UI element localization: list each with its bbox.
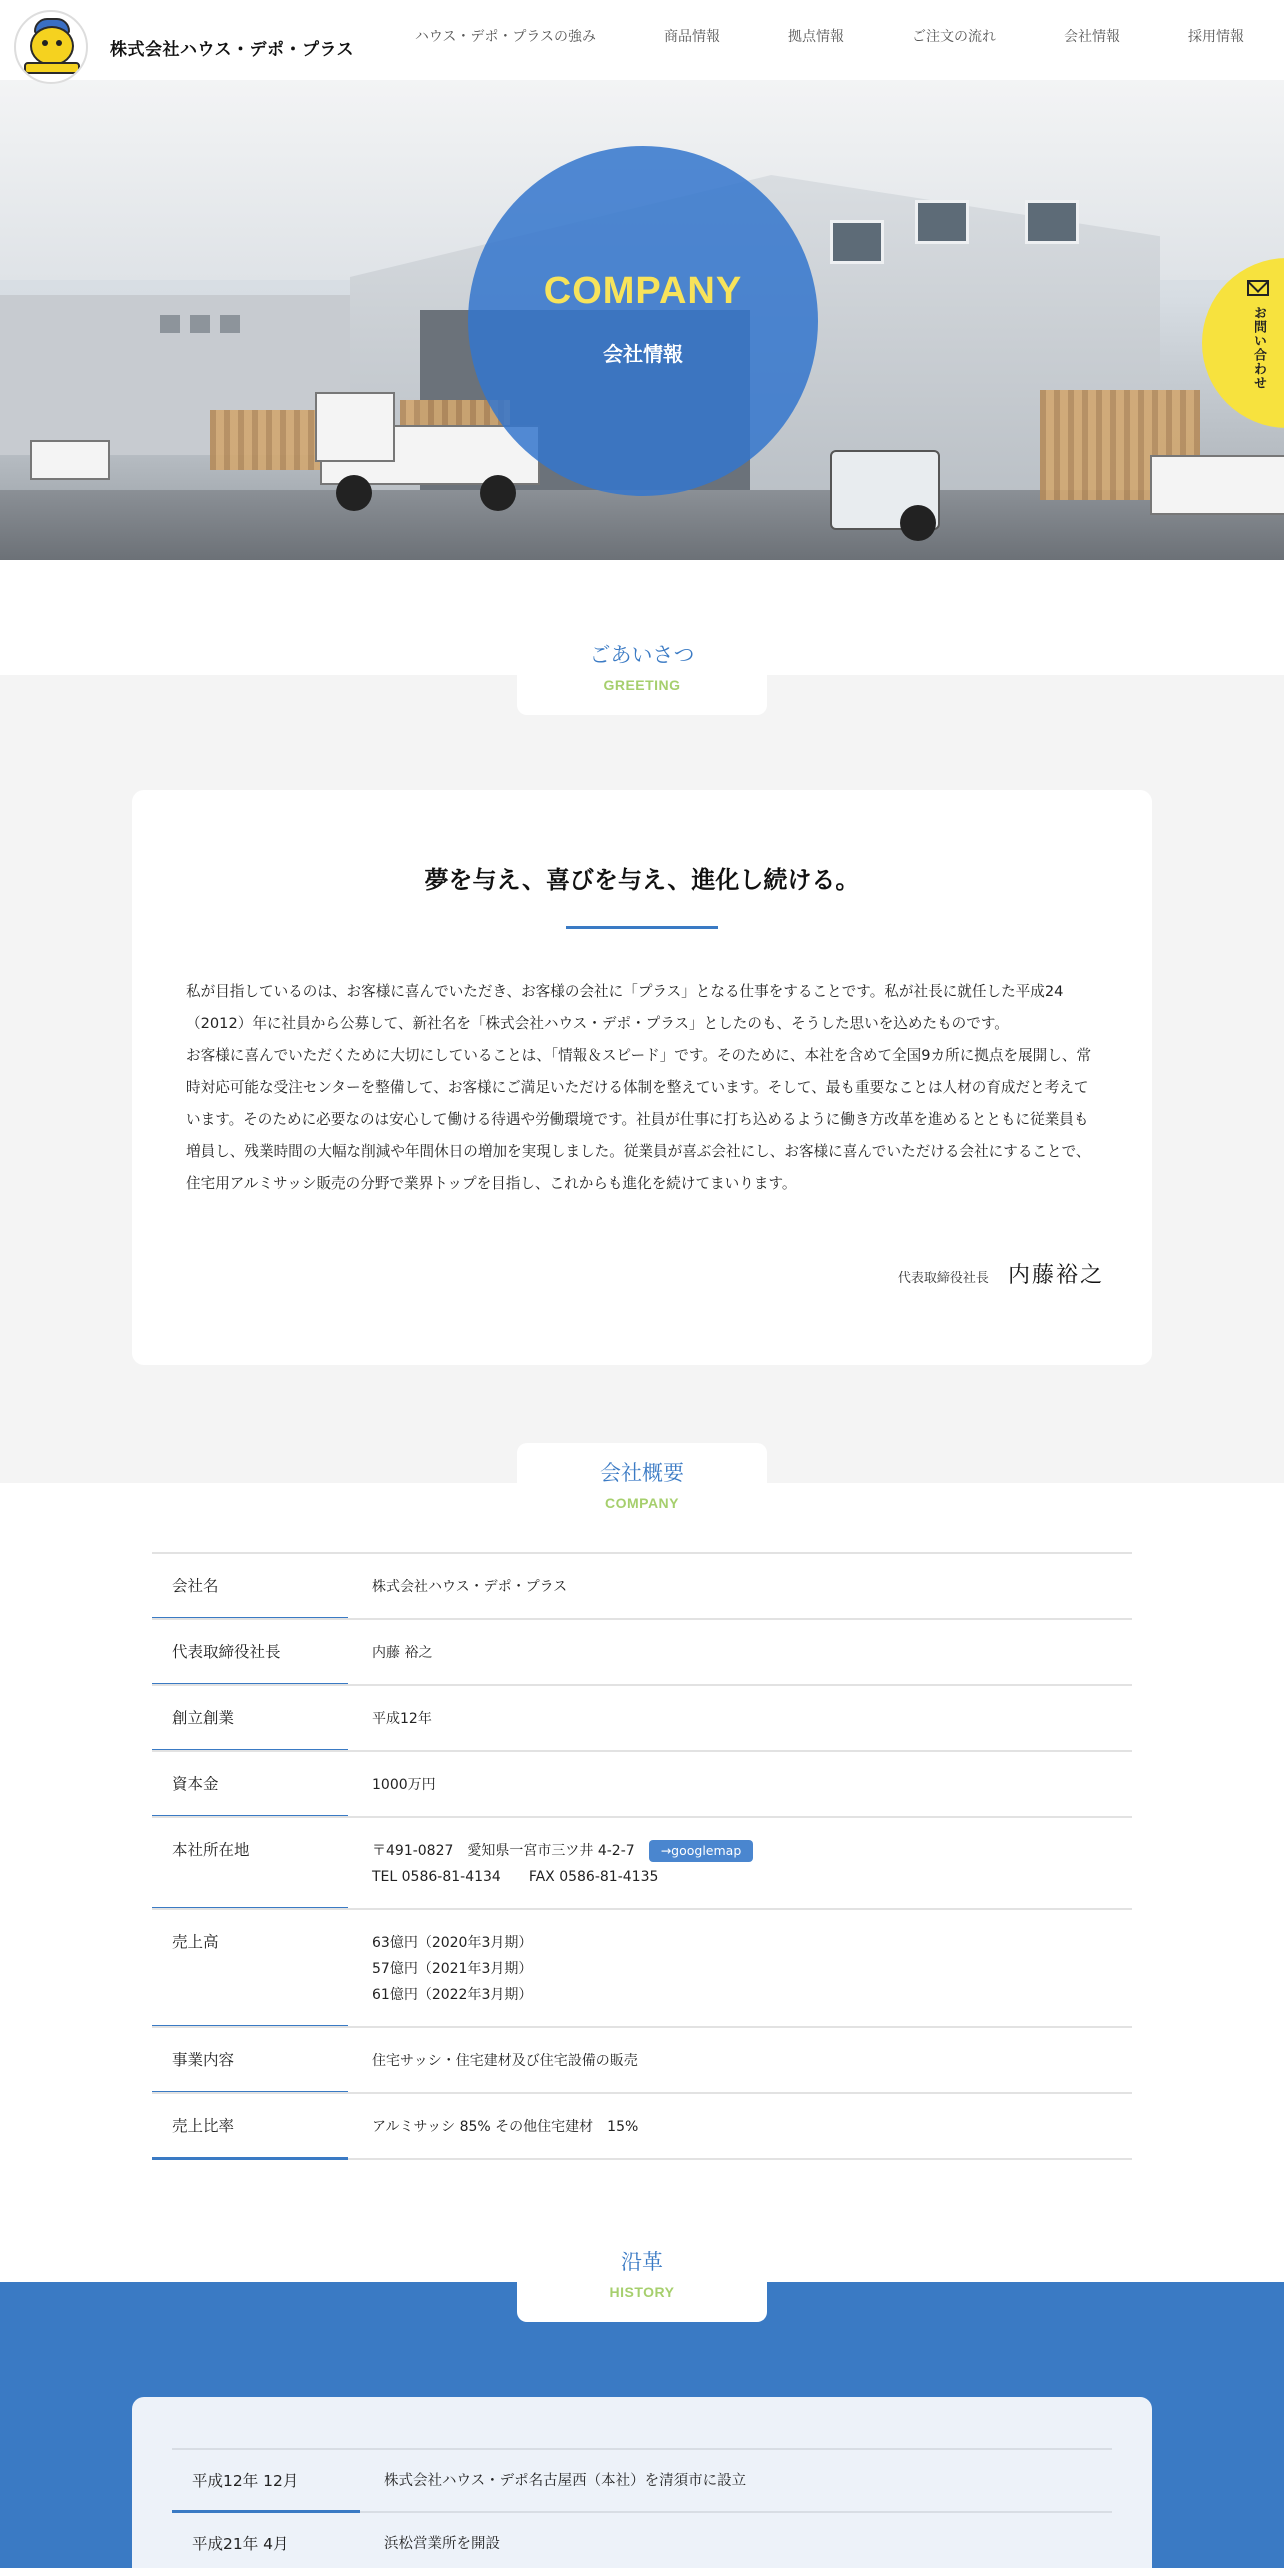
address-text: 〒491-0827 愛知県一宮市三ツ井 4-2-7	[372, 1843, 635, 1859]
row-value	[348, 1818, 1132, 1908]
mascot-logo-icon	[14, 10, 88, 84]
hero-subtitle: 会社情報	[603, 342, 683, 366]
row-value	[348, 1554, 1132, 1618]
signer-name: 内藤裕之	[1007, 1263, 1104, 1288]
table-row	[152, 1816, 1132, 1908]
greeting-headline: 夢を与え、喜びを与え、進化し続ける。	[424, 866, 860, 894]
history-table	[172, 2448, 1112, 2568]
value-line: TEL 0586-81-4134 FAX 0586-81-4135	[372, 1869, 659, 1885]
table-row	[152, 1908, 1132, 2026]
nav-item-strengths[interactable]: ハウス・デポ・プラスの強み	[414, 28, 596, 44]
greeting-title-jp: ごあいさつ	[589, 643, 695, 667]
row-label: 本社所在地	[152, 1818, 348, 1910]
table-row	[152, 1552, 1132, 1618]
signer-role: 代表取締役社長	[897, 1271, 989, 1286]
company-title-en: COMPANY	[604, 1495, 680, 1511]
value-line: 株式会社ハウス・デポ・プラス	[372, 1579, 568, 1595]
table-row	[172, 2511, 1112, 2568]
nav-item-recruit[interactable]: 採用情報	[1188, 28, 1244, 44]
table-row	[152, 1750, 1132, 1816]
hero-banner	[0, 80, 1284, 560]
row-value	[348, 1620, 1132, 1684]
nav-item-products[interactable]: 商品情報	[664, 28, 720, 44]
hero-photo-ground	[0, 490, 1284, 560]
logo[interactable]	[14, 10, 354, 84]
table-row	[152, 2092, 1132, 2160]
history-title-en: HISTORY	[609, 2284, 675, 2300]
row-label: 資本金	[152, 1752, 348, 1818]
company-heading	[517, 1443, 767, 1533]
value-line: 平成12年	[372, 1711, 432, 1727]
row-label: 売上高	[152, 1910, 348, 2028]
history-event: 株式会社ハウス・デポ名古屋西（本社）を清須市に設立	[384, 2473, 747, 2489]
row-value	[348, 2094, 1132, 2158]
row-value	[348, 1686, 1132, 1750]
value-line: 57億円（2021年3月期）	[372, 1961, 533, 1977]
row-value	[348, 1752, 1132, 1816]
row-label: 会社名	[152, 1554, 348, 1620]
value-line: 1000万円	[372, 1777, 436, 1793]
company-title-jp: 会社概要	[600, 1461, 684, 1485]
greeting-paragraph: 私が目指しているのは、お客様に喜んでいただき、お客様の会社に「プラス」となる仕事をすることです。私が社長に就任した平成24（2012）年に社員から公募して、新社名を「株式会社ハウス・デポ・プラス」としたのも、そうした思いを込めたものです。	[186, 983, 1064, 1032]
row-label: 売上比率	[152, 2094, 348, 2160]
table-row	[172, 2448, 1112, 2511]
company-name: 株式会社ハウス・デポ・プラス	[110, 39, 354, 60]
hero-title: COMPANY	[543, 270, 743, 312]
history-title-jp: 沿革	[621, 2250, 663, 2274]
row-value	[348, 1910, 1132, 2026]
contact-label: お問い合わせ	[1251, 306, 1266, 390]
value-line: 住宅サッシ・住宅建材及び住宅設備の販売	[372, 2053, 638, 2069]
table-row	[152, 2026, 1132, 2092]
greeting-paragraph: お客様に喜んでいただくために大切にしていることは、「情報＆スピード」です。そのために、本社を含めて全国9カ所に拠点を展開し、常時対応可能な受注センターを整備して、お客様にご満足いただける体制を整えています。そして、最も重要なことは人材の育成だと考えています。そのために必要なのは安心して働ける待遇や労働環境です。社員が仕事に打ち込めるように働き方改革を進めるとともに従業員も増員し、残業時間の大幅な削減や年間休日の増加を実現しました。従業員が喜ぶ会社にし、お客様に喜んでいただける会社にすることで、住宅用アルミサッシ販売の分野で業界トップを目指し、これからも進化を続けてまいります。	[186, 1047, 1092, 1192]
greeting-title-en: GREETING	[603, 677, 681, 693]
nav-item-company[interactable]: 会社情報	[1064, 28, 1120, 44]
table-row	[152, 1618, 1132, 1684]
row-label: 代表取締役社長	[152, 1620, 348, 1686]
history-date: 平成21年 4月	[172, 2513, 360, 2568]
value-line: 61億円（2022年3月期）	[372, 1987, 533, 2003]
main-nav	[347, 26, 1244, 46]
history-heading	[517, 2230, 767, 2322]
value-line	[372, 1838, 1108, 1864]
greeting-heading	[517, 623, 767, 715]
nav-item-order-flow[interactable]: ご注文の流れ	[912, 28, 996, 44]
row-label: 事業内容	[152, 2028, 348, 2094]
nav-item-locations[interactable]: 拠点情報	[788, 28, 844, 44]
value-line: 内藤 裕之	[372, 1645, 433, 1661]
value-line: 63億円（2020年3月期）	[372, 1935, 533, 1951]
greeting-signature	[560, 1258, 1104, 1289]
row-value	[348, 2028, 1132, 2092]
table-row	[152, 1684, 1132, 1750]
hero-title-circle	[468, 146, 818, 496]
history-date: 平成12年 12月	[172, 2450, 360, 2513]
company-table	[152, 1552, 1132, 2160]
value-line: アルミサッシ 85% その他住宅建材 15%	[372, 2119, 639, 2135]
row-label: 創立創業	[152, 1686, 348, 1752]
greeting-divider	[566, 926, 718, 929]
googlemap-button[interactable]: →googlemap	[649, 1840, 754, 1862]
site-header	[0, 0, 1284, 80]
greeting-body	[186, 976, 1098, 1200]
history-event: 浜松営業所を開設	[384, 2536, 500, 2552]
mail-icon	[1247, 280, 1269, 296]
